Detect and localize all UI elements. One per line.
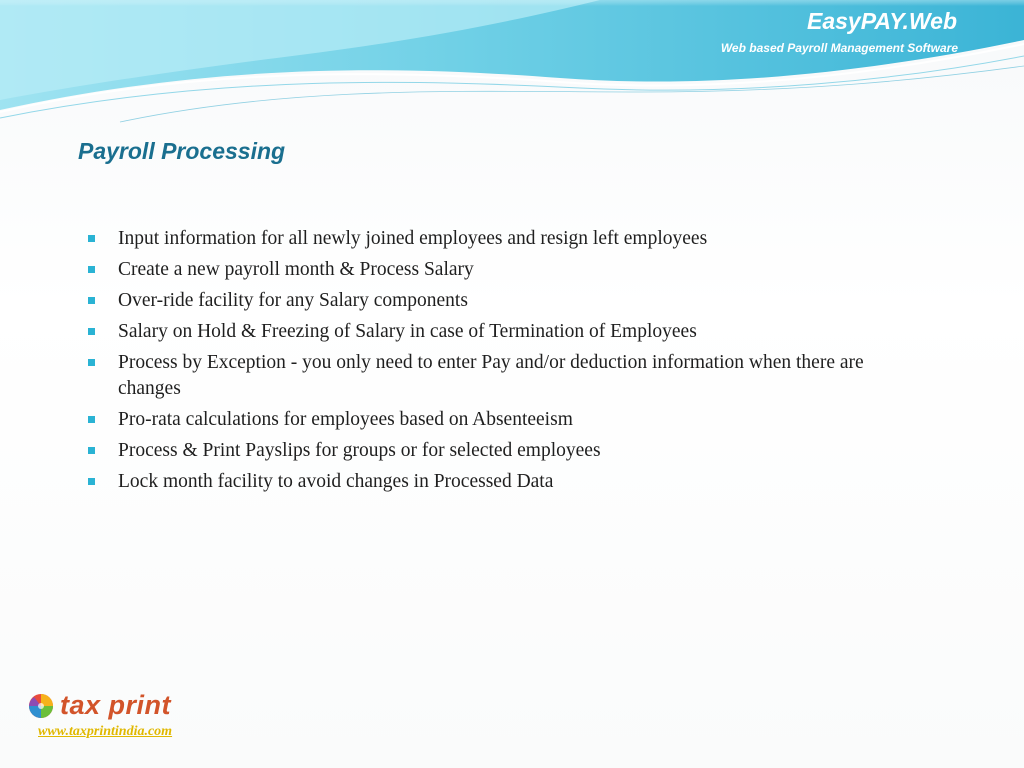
bullet-item <box>88 319 928 345</box>
bullet-item <box>88 438 928 464</box>
square-bullet-icon <box>88 266 95 273</box>
square-bullet-icon <box>88 328 95 335</box>
bullet-item <box>88 407 928 433</box>
bullet-text: Salary on Hold & Freezing of Salary in case of Termination of Employees <box>118 321 697 342</box>
multicolor-globe-icon <box>28 693 54 719</box>
brand-title: EasyPAY.Web <box>806 8 957 34</box>
page-title: Payroll Processing <box>78 138 286 164</box>
square-bullet-icon <box>88 447 95 454</box>
square-bullet-icon <box>88 478 95 485</box>
square-bullet-icon <box>88 297 95 304</box>
bullet-item <box>88 257 928 283</box>
bullet-item <box>88 469 928 495</box>
bullet-text: Process by Exception - you only need to enter Pay and/or deduction information when there are changes <box>118 352 864 399</box>
bullet-item <box>88 288 928 314</box>
bullet-item <box>88 350 928 402</box>
square-bullet-icon <box>88 416 95 423</box>
square-bullet-icon <box>88 359 95 366</box>
bullet-text: Create a new payroll month & Process Salary <box>118 259 474 280</box>
bullet-text: Input information for all newly joined employees and resign left employees <box>118 228 708 249</box>
bullet-list <box>88 226 928 500</box>
tax-print-logo <box>28 690 171 721</box>
bullet-item <box>88 226 928 252</box>
logo-text: tax print <box>60 690 172 720</box>
bullet-text: Pro-rata calculations for employees based on Absenteeism <box>118 409 573 430</box>
bullet-text: Process & Print Payslips for groups or for selected employees <box>118 440 601 461</box>
square-bullet-icon <box>88 235 95 242</box>
brand-subtitle: Web based Payroll Management Software <box>720 41 958 55</box>
bullet-text: Over-ride facility for any Salary components <box>118 290 468 311</box>
website-link[interactable]: www.taxprintindia.com <box>38 724 173 739</box>
bullet-text: Lock month facility to avoid changes in Processed Data <box>118 471 554 492</box>
